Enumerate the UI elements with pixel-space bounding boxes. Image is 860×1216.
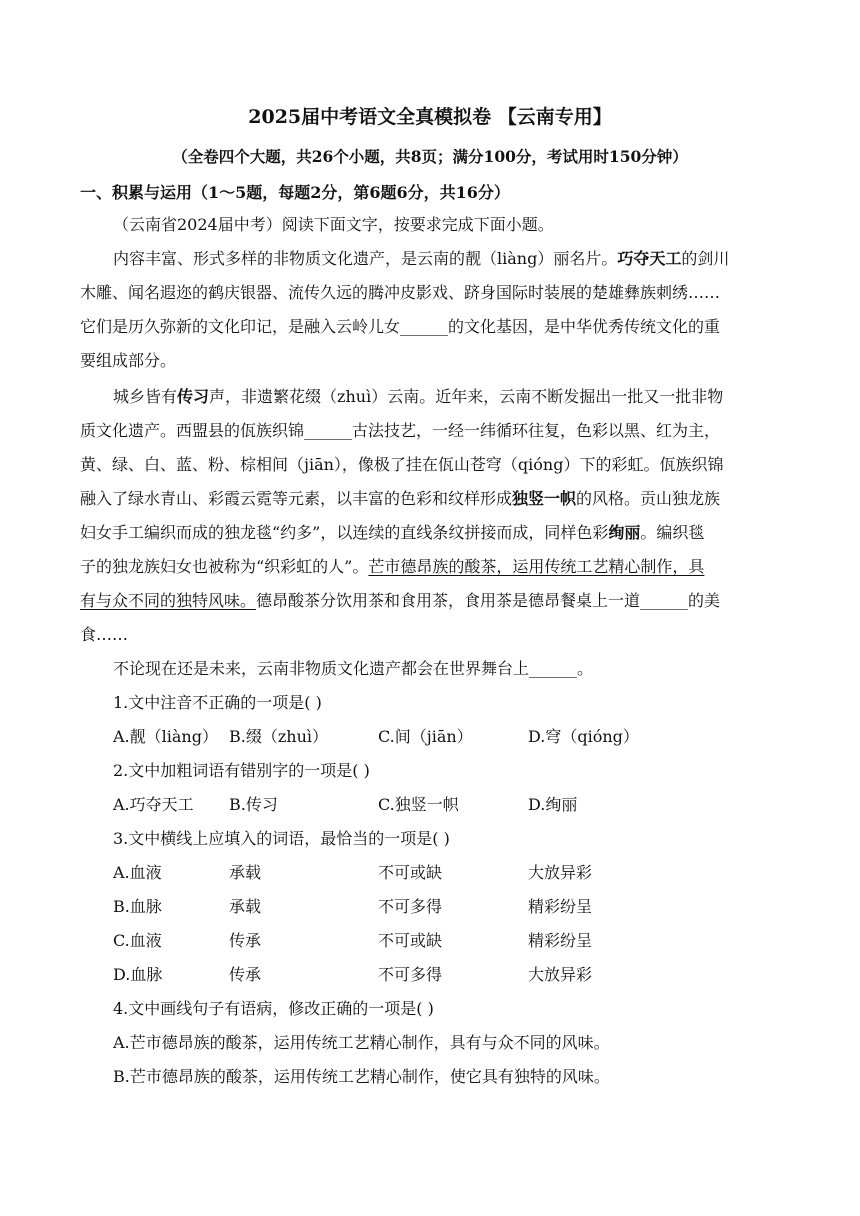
question-stem: 4.文中画线句子有语病，修改正确的一项是( ) <box>113 999 434 1018</box>
option-c[interactable]: C.独竖一帜 <box>378 795 459 814</box>
passage-line <box>80 550 785 584</box>
bold-term: 传习 <box>177 387 210 406</box>
question-stem: 2.文中加粗词语有错别字的一项是( ) <box>113 761 370 780</box>
passage-text: 。编织毯 <box>640 523 705 542</box>
bold-term: 绚丽 <box>608 523 641 542</box>
passage-line <box>80 516 785 550</box>
option-word: 承载 <box>229 897 262 916</box>
option-word: 精彩纷呈 <box>528 897 593 916</box>
option-a[interactable]: A.芒市德昂族的酸茶，运用传统工艺精心制作，具有与众不同的风味。 <box>113 1033 610 1052</box>
question-stem: 1.文中注音不正确的一项是( ) <box>113 693 322 712</box>
underlined-sentence: 芒市德昂族的酸茶，运用传统工艺精心制作，具 <box>368 557 705 576</box>
option-b[interactable]: B.缀（zhuì） <box>229 727 329 746</box>
passage-line: 黄、绿、白、蓝、粉、棕相间（jiān），像极了挂在佤山苍穹（qióng）下的彩虹。佤族织锦 <box>80 455 724 474</box>
option-word: 精彩纷呈 <box>528 931 593 950</box>
option-word: 不可或缺 <box>378 863 443 882</box>
option-a[interactable]: A.靓（liàng） <box>113 727 218 746</box>
option-word: 传承 <box>229 965 262 984</box>
option-word: 大放异彩 <box>528 863 593 882</box>
option-d[interactable]: D.穹（qióng） <box>528 727 639 746</box>
passage-text: 声，非遗繁花缀（zhuì）云南。近年来，云南不断发掘出一批又一批非物 <box>209 387 724 406</box>
passage-line: 不论现在还是未来，云南非物质文化遗产都会在世界舞台上______。 <box>113 659 594 678</box>
option-a[interactable]: A.巧夺天工 <box>113 795 194 814</box>
bold-term: 独竖一帜 <box>512 489 577 508</box>
option-word: 不可多得 <box>378 965 443 984</box>
question-stem: 3.文中横线上应填入的词语，最恰当的一项是( ) <box>113 829 450 848</box>
passage-line <box>80 482 785 516</box>
passage-line: 木雕、闻名遐迩的鹤庆银器、流传久远的腾冲皮影戏、跻身国际时装展的楚雄彝族刺绣…… <box>80 283 721 302</box>
option-word: 不可多得 <box>378 897 443 916</box>
passage-line <box>113 242 818 276</box>
option-a[interactable]: A.血液 <box>113 863 162 882</box>
option-word: 承载 <box>229 863 262 882</box>
passage-text: 的剑川 <box>681 249 730 268</box>
passage-line: 它们是历久弥新的文化印记，是融入云岭儿女______的文化基因，是中华优秀传统文化的重 <box>80 317 721 336</box>
option-c[interactable]: C.间（jiān） <box>378 727 473 746</box>
passage-text: 妇女手工编织而成的独龙毯“约多”，以连续的直线条纹拼接而成，同样色彩 <box>80 523 609 542</box>
passage-line <box>113 380 818 414</box>
passage-text: 子的独龙族妇女也被称为“织彩虹的人”。 <box>80 557 369 576</box>
option-c[interactable]: C.血液 <box>113 931 162 950</box>
passage-line: 食…… <box>80 625 129 644</box>
option-b[interactable]: B.传习 <box>229 795 278 814</box>
option-b[interactable]: B.芒市德昂族的酸茶，运用传统工艺精心制作，使它具有独特的风味。 <box>113 1067 610 1086</box>
option-word: 不可或缺 <box>378 931 443 950</box>
passage-intro: （云南省2024届中考）阅读下面文字，按要求完成下面小题。 <box>113 215 554 234</box>
option-d[interactable]: D.血脉 <box>113 965 163 984</box>
passage-text: 内容丰富、形式多样的非物质文化遗产，是云南的靓（liàng）丽名片。 <box>113 249 618 268</box>
section-heading: 一、积累与运用（1～5题，每题2分，第6题6分，共16分） <box>80 183 510 202</box>
option-word: 传承 <box>229 931 262 950</box>
option-word: 大放异彩 <box>528 965 593 984</box>
passage-line: 质文化遗产。西盟县的佤族织锦______古法技艺，一经一纬循环往复，色彩以黑、红为主， <box>80 421 721 440</box>
passage-text: 德昂酸茶分饮用茶和食用茶，食用茶是德昂餐桌上一道______的美 <box>256 591 721 610</box>
exam-subtitle: （全卷四个大题，共26个小题，共8页；满分100分，考试用时150分钟） <box>172 147 688 166</box>
passage-line: 要组成部分。 <box>80 351 177 370</box>
exam-title: 2025届中考语文全真模拟卷 【云南专用】 <box>248 106 612 128</box>
passage-text: 融入了绿水青山、彩霞云霓等元素，以丰富的色彩和纹样形成 <box>80 489 513 508</box>
option-d[interactable]: D.绚丽 <box>528 795 578 814</box>
passage-text: 城乡皆有 <box>113 387 178 406</box>
option-b[interactable]: B.血脉 <box>113 897 162 916</box>
passage-line <box>80 584 785 618</box>
underlined-sentence: 有与众不同的独特风味。 <box>80 591 257 610</box>
bold-term: 巧夺天工 <box>617 249 682 268</box>
passage-text: 的风格。贡山独龙族 <box>576 489 721 508</box>
